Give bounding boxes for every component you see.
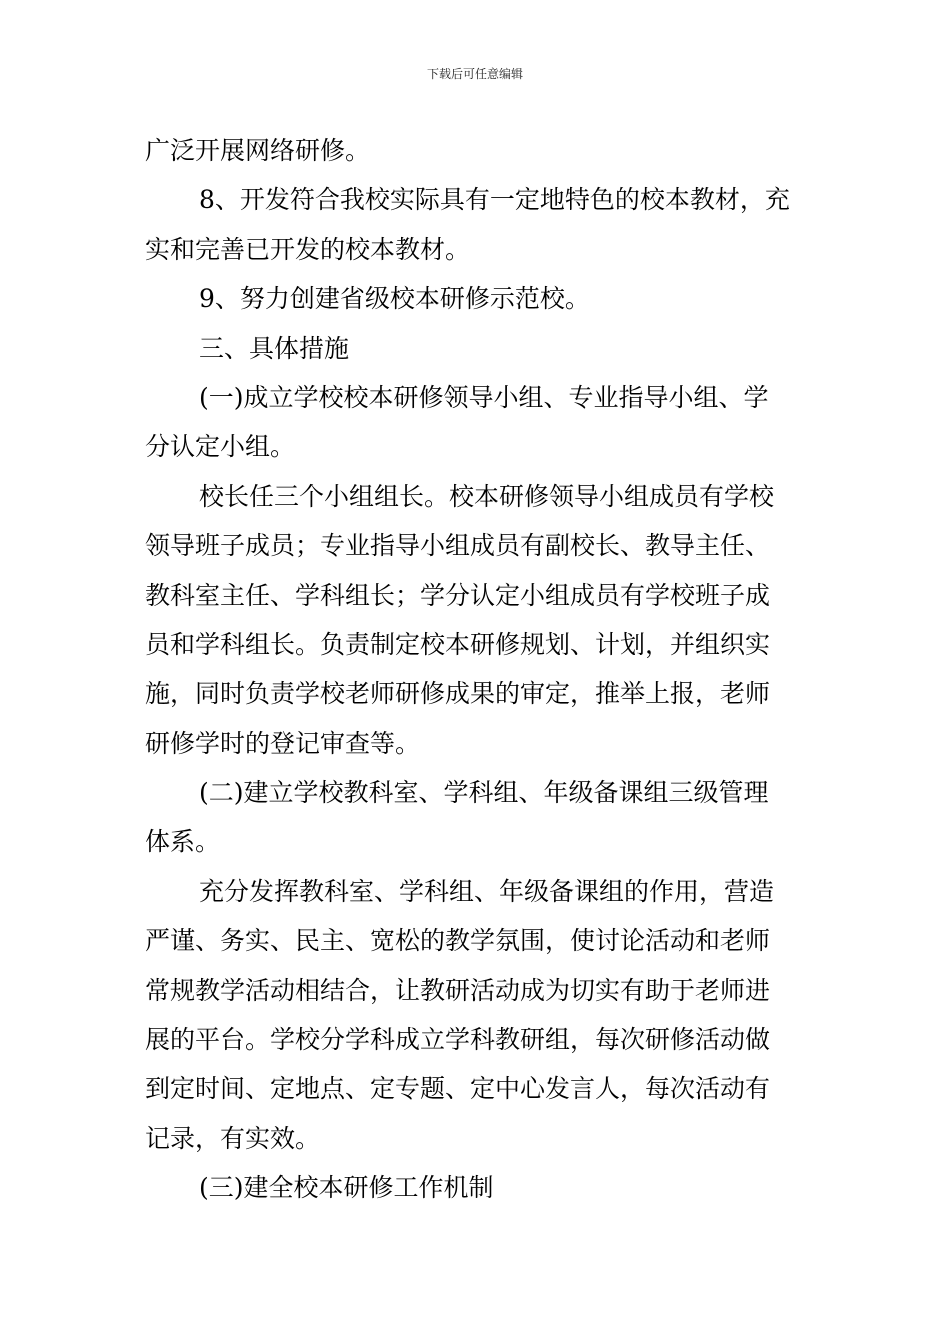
text-line: (二)建立学校教科室、学科组、年级备课组三级管理	[199, 778, 769, 808]
text-line: 实和完善已开发的校本教材。	[145, 234, 471, 264]
text-line: 到定时间、定地点、定专题、定中心发言人，每次活动有	[145, 1074, 771, 1104]
text-line: 体系。	[145, 827, 221, 857]
text-line: 员和学科组长。负责制定校本研修规划、计划，并组织实	[145, 629, 771, 659]
text-line: 严谨、务实、民主、宽松的教学氛围，使讨论活动和老师	[145, 926, 771, 956]
text-line: 校长任三个小组组长。校本研修领导小组成员有学校	[199, 481, 775, 511]
text-line: 8、开发符合我校实际具有一定地特色的校本教材，充	[199, 185, 790, 215]
text-line: 记录，有实效。	[145, 1123, 321, 1153]
text-line: 教科室主任、学科组长；学分认定小组成员有学校班子成	[145, 580, 771, 610]
text-line: 9、努力创建省级校本研修示范校。	[199, 284, 590, 314]
text-line: 充分发挥教科室、学科组、年级备课组的作用，营造	[199, 876, 775, 906]
page-header: 下载后可任意编辑	[426, 67, 523, 81]
text-line: 分认定小组。	[145, 432, 296, 462]
text-line: 施，同时负责学校老师研修成果的审定，推举上报，老师	[145, 679, 771, 709]
text-line: 常规教学活动相结合，让教研活动成为切实有助于老师进	[145, 975, 771, 1005]
text-line: 展的平台。学校分学科成立学科教研组，每次研修活动做	[145, 1025, 771, 1055]
text-line: 领导班子成员；专业指导小组成员有副校长、教导主任、	[145, 531, 771, 561]
text-line: 研修学时的登记审查等。	[145, 728, 421, 758]
body-text	[145, 126, 807, 1213]
text-line: (一)成立学校校本研修领导小组、专业指导小组、学	[199, 382, 769, 412]
text-line: 广泛开展网络研修。	[145, 136, 371, 165]
text-line: (三)建全校本研修工作机制	[199, 1173, 494, 1203]
text-line: 三、具体措施	[199, 333, 350, 363]
